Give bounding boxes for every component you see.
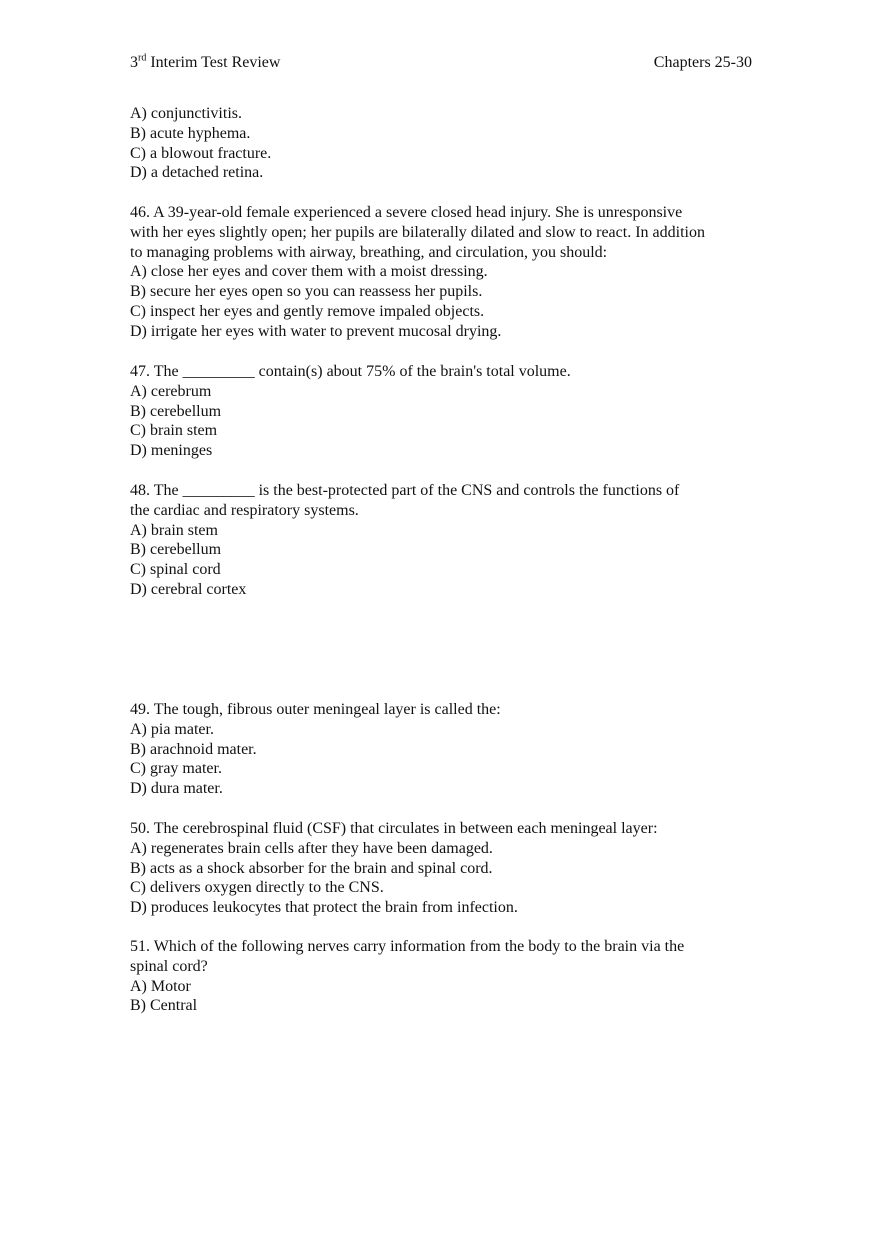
option-d: D) cerebral cortex <box>130 580 247 598</box>
question-stem-line: with her eyes slightly open; her pupils are bilaterally dilated and slow to react. In addition <box>130 223 705 241</box>
option-b: B) acts as a shock absorber for the brain and spinal cord. <box>130 859 493 877</box>
option-a: A) Motor <box>130 977 191 995</box>
document-page <box>130 0 752 1247</box>
option-c: C) inspect her eyes and gently remove impaled objects. <box>130 302 485 320</box>
option-a: A) cerebrum <box>130 382 212 400</box>
option-b: B) cerebellum <box>130 541 222 559</box>
option-c: C) delivers oxygen directly to the CNS. <box>130 879 384 897</box>
question-stem-line: 51. Which of the following nerves carry information from the body to the brain via the <box>130 938 685 955</box>
header-title-number: 3 <box>130 54 138 71</box>
question-50 <box>130 819 752 918</box>
option-a: A) brain stem <box>130 521 218 539</box>
option-b: B) arachnoid mater. <box>130 740 257 758</box>
question-51 <box>130 937 752 1016</box>
question-48 <box>130 481 752 600</box>
question-49 <box>130 700 752 799</box>
option-d: D) produces leukocytes that protect the brain from infection. <box>130 899 518 917</box>
option-d: D) dura mater. <box>130 780 223 798</box>
header-title-text: Interim Test Review <box>146 54 281 71</box>
header-title-superscript: rd <box>138 52 147 64</box>
question-46 <box>130 203 752 342</box>
option-d: D) meninges <box>130 442 213 460</box>
question-stem-line: to managing problems with airway, breathing, and circulation, you should: <box>130 243 608 261</box>
option-d: D) irrigate her eyes with water to prevent mucosal drying. <box>130 322 502 340</box>
question-stem-line: 48. The _________ is the best-protected part of the CNS and controls the functions of <box>130 482 680 499</box>
option-c: C) spinal cord <box>130 561 221 579</box>
option-b: B) acute hyphema. <box>130 124 251 142</box>
page-header <box>130 53 752 75</box>
option-c: C) gray mater. <box>130 760 222 778</box>
option-b: B) secure her eyes open so you can reassess her pupils. <box>130 283 483 301</box>
option-c: C) a blowout fracture. <box>130 144 272 162</box>
question-47 <box>130 362 752 461</box>
question-stem-line: 50. The cerebrospinal fluid (CSF) that circulates in between each meningeal layer: <box>130 820 658 837</box>
question-stem-line: 47. The _________ contain(s) about 75% of the brain's total volume. <box>130 363 571 380</box>
header-chapters: Chapters 25-30 <box>653 54 752 71</box>
option-c: C) brain stem <box>130 422 218 440</box>
question-stem-line: the cardiac and respiratory systems. <box>130 501 359 519</box>
option-b: B) cerebellum <box>130 402 222 420</box>
option-a: A) conjunctivitis. <box>130 105 242 122</box>
header-title <box>130 53 280 73</box>
option-a: A) close her eyes and cover them with a moist dressing. <box>130 263 488 281</box>
option-a: A) pia mater. <box>130 720 214 738</box>
question-stem-line: spinal cord? <box>130 957 208 975</box>
option-d: D) a detached retina. <box>130 164 264 182</box>
question-45-options <box>130 104 752 183</box>
option-a: A) regenerates brain cells after they have been damaged. <box>130 839 493 857</box>
question-stem-line: 46. A 39-year-old female experienced a severe closed head injury. She is unresponsive <box>130 204 683 221</box>
question-stem-line: 49. The tough, fibrous outer meningeal layer is called the: <box>130 701 501 718</box>
option-b: B) Central <box>130 997 198 1015</box>
